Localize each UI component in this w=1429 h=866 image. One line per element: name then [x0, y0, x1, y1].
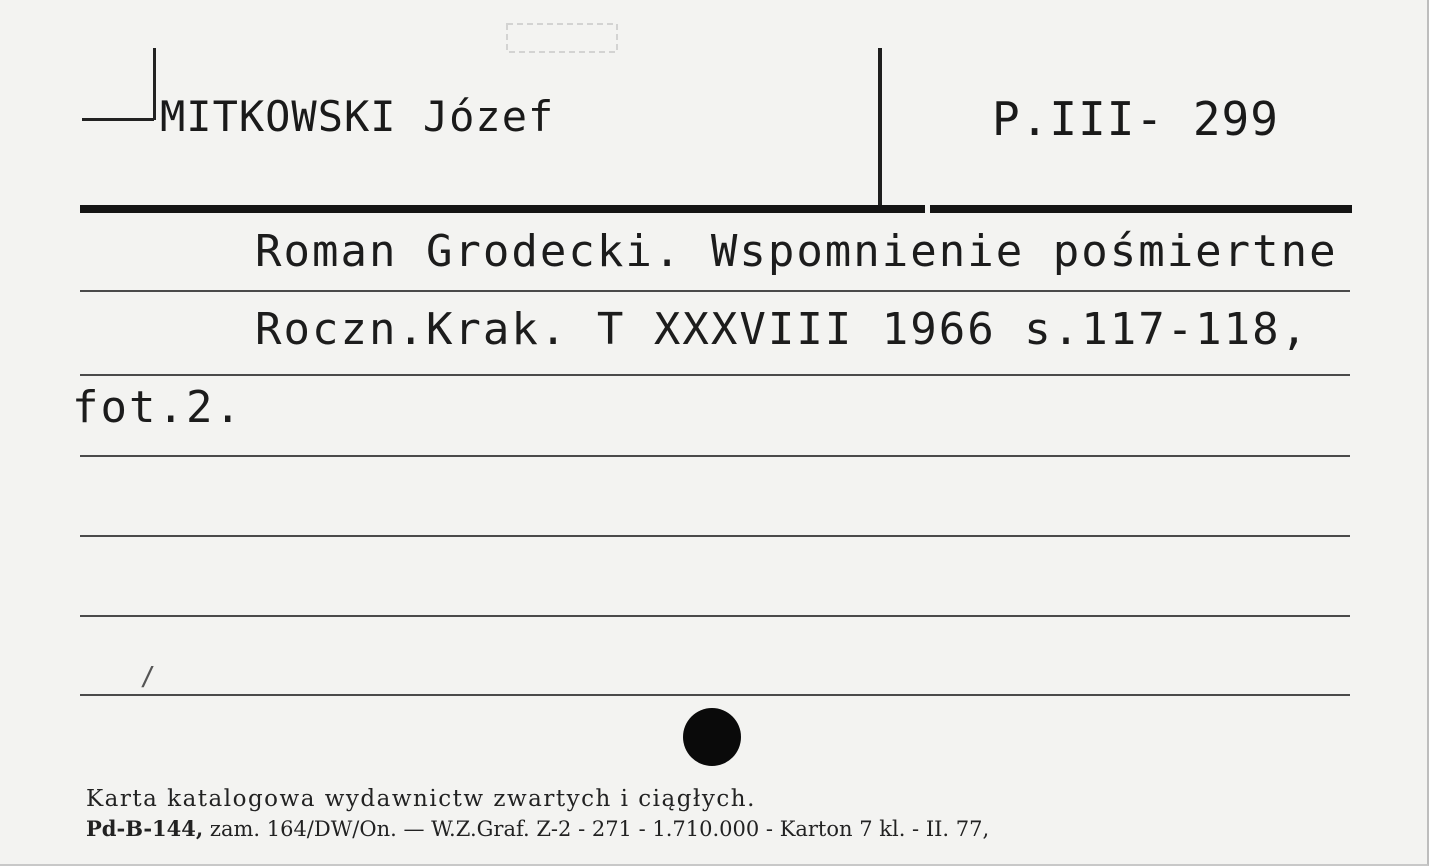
ruled-line-3 [80, 455, 1350, 457]
ruled-line-2 [80, 374, 1350, 376]
header-rule [80, 205, 1352, 213]
extra-line: fot.2. [72, 382, 243, 433]
author-name: MITKOWSKI Józef [160, 92, 555, 141]
ruled-line-6 [80, 694, 1350, 696]
footer-form-code: Pd-B-144, [86, 816, 204, 841]
margin-mark: / [140, 662, 156, 692]
header-divider [878, 48, 882, 206]
ruled-line-4 [80, 535, 1350, 537]
footer-print-info [86, 816, 989, 841]
author-tick-mark [153, 48, 156, 120]
ruled-line-1 [80, 290, 1350, 292]
ruled-line-5 [80, 615, 1350, 617]
punch-hole [683, 708, 741, 766]
shelf-signature: P.III- 299 [992, 92, 1279, 146]
source-line: Roczn.Krak. T XXXVIII 1966 s.117-118, [255, 304, 1310, 355]
author-dash-mark [82, 118, 154, 121]
title-line: Roman Grodecki. Wspomnienie pośmiertne [255, 226, 1338, 277]
faint-stamp-mark [505, 18, 620, 56]
footer-print-details: zam. 164/DW/On. — W.Z.Graf. Z-2 - 271 - 1.710.000 - Karton 7 kl. - II. 77, [203, 817, 990, 841]
footer-description: Karta katalogowa wydawnictw zwartych i ciągłych. [86, 786, 756, 812]
